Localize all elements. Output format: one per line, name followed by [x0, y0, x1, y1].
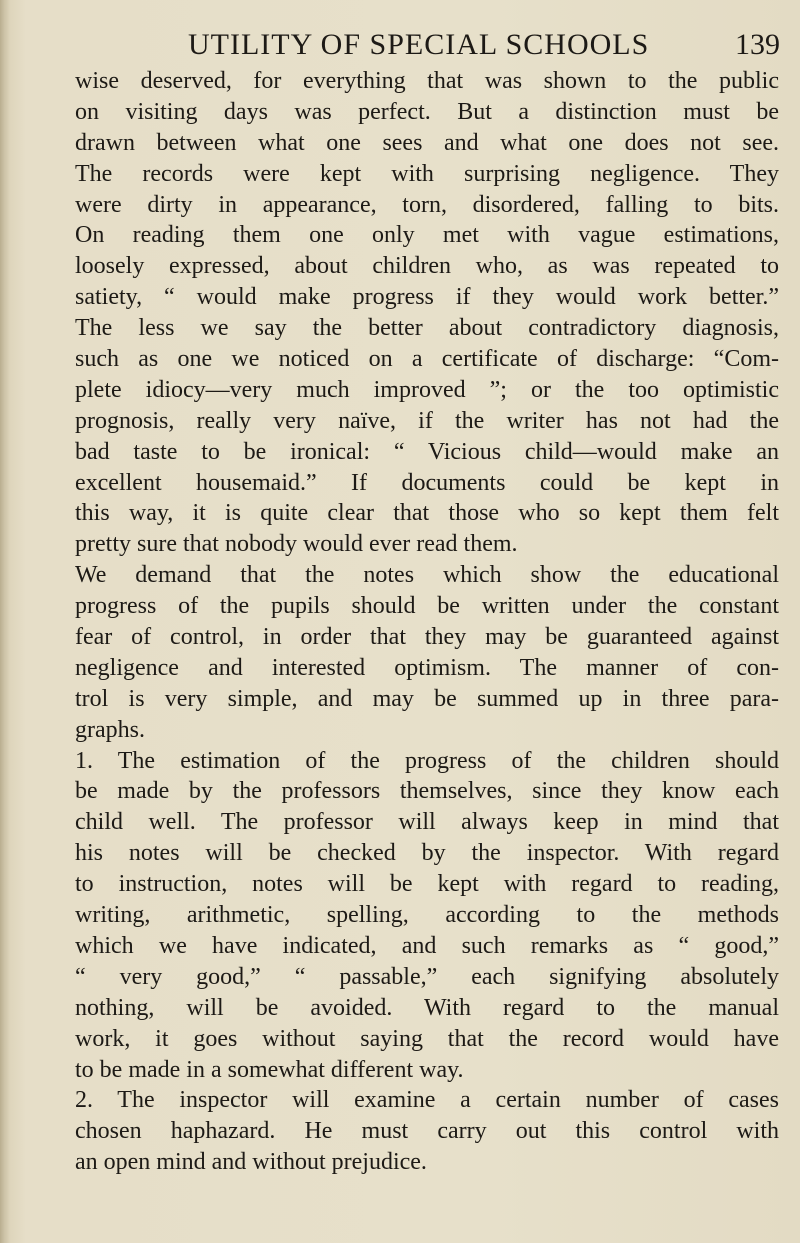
text-line: The less we say the better about contradictory diagnosis, — [75, 315, 779, 342]
body-text — [75, 66, 779, 1178]
text-line: his notes will be checked by the inspector. With regard — [75, 840, 779, 867]
text-line: loosely expressed, about children who, as was repeated to — [75, 253, 779, 280]
text-line: The records were kept with surprising negligence. They — [75, 160, 779, 187]
text-line: writing, arithmetic, spelling, according to the methods — [75, 902, 779, 929]
text-line: fear of control, in order that they may be guaranteed against — [75, 624, 779, 651]
text-line: 1. The estimation of the progress of the children should — [75, 747, 779, 774]
text-line: 2. The inspector will examine a certain number of cases — [75, 1087, 779, 1114]
running-head — [0, 24, 800, 64]
text-line: to be made in a somewhat different way. — [75, 1056, 464, 1083]
text-line: were dirty in appearance, torn, disordered, falling to bits. — [75, 191, 779, 218]
text-line: We demand that the notes which show the educational — [75, 562, 779, 589]
text-line: drawn between what one sees and what one does not see. — [75, 129, 779, 156]
page-number: 139 — [735, 28, 780, 61]
gutter-shadow — [0, 0, 10, 1243]
text-line: bad taste to be ironical: “ Vicious child—would make an — [75, 438, 779, 465]
text-line: negligence and interested optimism. The manner of con- — [75, 654, 779, 681]
text-line: “ very good,” “ passable,” each signifying absolutely — [75, 963, 779, 990]
running-title: UTILITY OF SPECIAL SCHOOLS — [188, 28, 650, 61]
text-line: pretty sure that nobody would ever read them. — [75, 531, 518, 558]
text-line: to instruction, notes will be kept with regard to reading, — [75, 871, 779, 898]
text-line: satiety, “ would make progress if they would work better.” — [75, 284, 779, 311]
text-line: trol is very simple, and may be summed up in three para- — [75, 685, 779, 712]
text-line: plete idiocy—very much improved ”; or the too optimistic — [75, 376, 779, 403]
text-line: on visiting days was perfect. But a distinction must be — [75, 98, 779, 125]
text-line: On reading them one only met with vague estimations, — [75, 222, 779, 249]
text-line: progress of the pupils should be written under the constant — [75, 593, 779, 620]
text-line: nothing, will be avoided. With regard to the manual — [75, 994, 779, 1021]
text-line: an open mind and without prejudice. — [75, 1149, 427, 1176]
text-line: child well. The professor will always keep in mind that — [75, 809, 779, 836]
text-line: excellent housemaid.” If documents could be kept in — [75, 469, 779, 496]
text-line: prognosis, really very naïve, if the writer has not had the — [75, 407, 779, 434]
text-line: chosen haphazard. He must carry out this control with — [75, 1118, 779, 1145]
text-line: be made by the professors themselves, since they know each — [75, 778, 779, 805]
text-line: graphs. — [75, 716, 145, 743]
text-line: wise deserved, for everything that was shown to the public — [75, 68, 779, 94]
text-line: which we have indicated, and such remarks as “ good,” — [75, 932, 779, 959]
text-line: this way, it is quite clear that those who so kept them felt — [75, 500, 779, 527]
text-line: such as one we noticed on a certificate of discharge: “Com- — [75, 346, 779, 373]
text-line: work, it goes without saying that the record would have — [75, 1025, 779, 1052]
